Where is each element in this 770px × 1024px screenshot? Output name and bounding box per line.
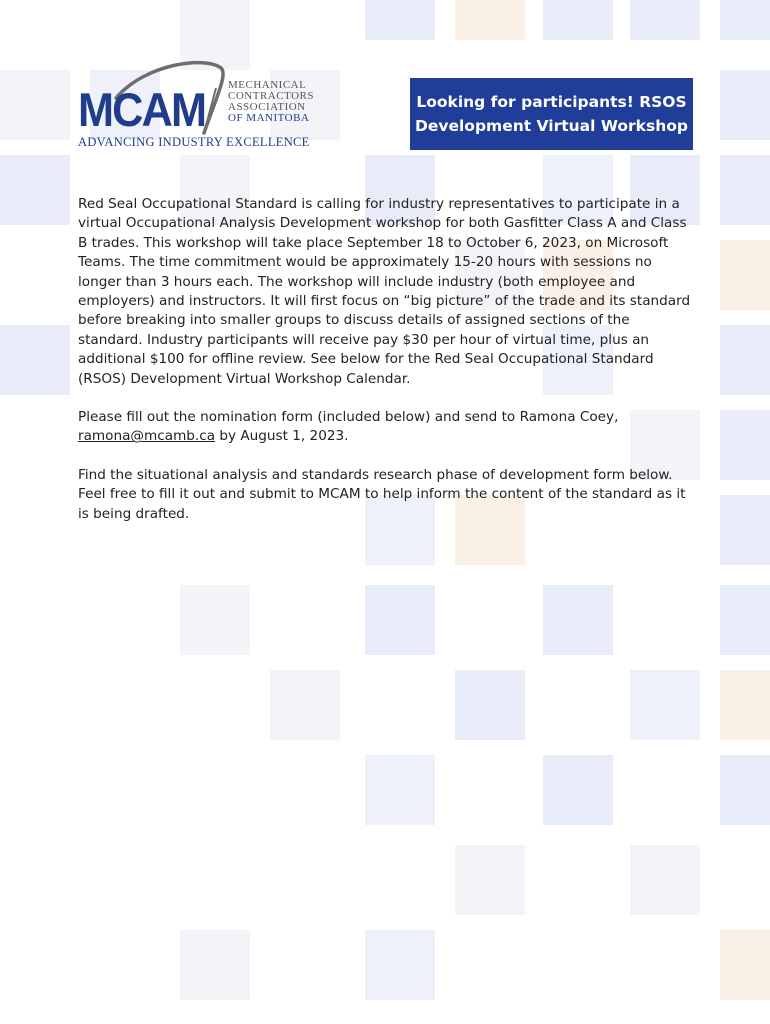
banner-line-1: Looking for participants! RSOS: [416, 93, 687, 111]
mcam-logo: [76, 58, 326, 153]
nomination-text: Please fill out the nomination form (included below) and send to Ramona Coey,: [78, 409, 619, 426]
paragraph-form-info: Find the situational analysis and standards research phase of development form below. Feel free to fill it out and submit to MCAM to help inform the content of the standard as it is being drafted.: [78, 466, 686, 522]
logo-org-name: MECHANICAL CONTRACTORS ASSOCIATION OF MANITOBA: [228, 79, 314, 124]
body-text: [78, 195, 698, 543]
paragraph-nomination: [78, 408, 698, 447]
deadline-text: by August 1, 2023.: [215, 428, 349, 445]
banner-line-2: Development Virtual Workshop: [415, 117, 688, 135]
paragraph-intro: Red Seal Occupational Standard is calling for industry representatives to participate in a virtual Occupational Analysis Development workshop for both Gasfitter Class A and Class B trades. This workshop will take place September 18 to October 6, 2023, on Microsoft Teams. The time commitment would be approximately 15-20 hours with sessions no longer than 3 hours each. The workshop will include industry (both employee and employers) and instructors. It will first focus on “big picture” of the trade and its standard before breaking into smaller groups to discuss details of assigned sections of the standard. Industry participants will receive pay $30 per hour of virtual time, plus an additional $100 for offline review. See below for the Red Seal Occupational Standard (RSOS) Development Virtual Workshop Calendar.: [78, 196, 691, 387]
header-banner: [410, 78, 693, 150]
logo-abbrev: MCAM: [78, 83, 206, 136]
email-link[interactable]: ramona@mcamb.ca: [78, 428, 216, 445]
logo-tagline: ADVANCING INDUSTRY EXCELLENCE: [78, 135, 310, 149]
